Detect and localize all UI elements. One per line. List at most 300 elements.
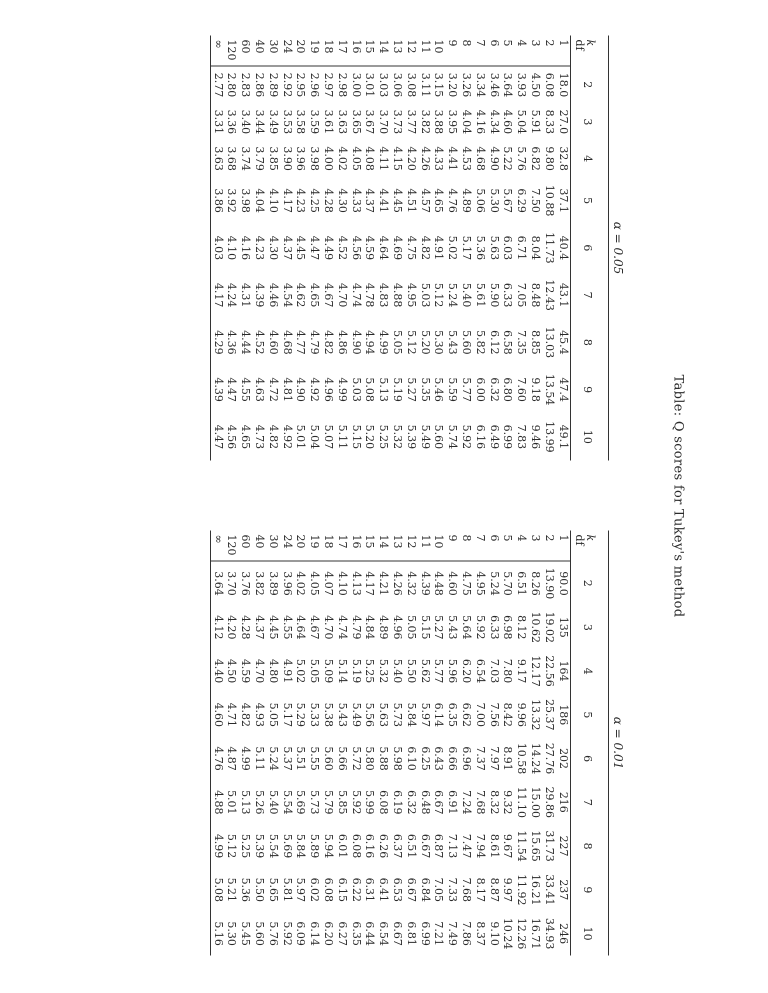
q-value-cell: 6.14 [308,921,322,946]
table-body [211,36,571,461]
df-label: 13 [391,36,405,67]
q-value-cell: 5.76 [266,921,280,946]
q-value-cell: 4.90 [349,330,363,355]
q-value-cell: 4.95 [404,282,418,308]
q-value-cell: 6.54 [473,658,487,684]
page-title: Table: Q scores for Tukey's method [670,374,686,618]
q-value-cell: 3.64 [501,72,515,98]
q-value-cell: 4.64 [294,615,308,640]
q-value-cell: 2.98 [335,72,349,98]
df-label: 5 [501,36,515,67]
q-value-cell: 4.70 [322,615,336,640]
q-value-cell: 3.77 [404,109,418,135]
table-row [556,36,570,461]
q-value-cell: 8.48 [529,282,543,308]
q-value-cell: 5.20 [418,330,432,355]
df-label: 16 [349,36,363,67]
q-value-cell: 4.21 [377,571,391,596]
q-value-cell: 5.04 [308,424,322,450]
q-value-cell: 4.68 [473,146,487,171]
q-value-cell: 4.81 [280,377,294,402]
df-label: 20 [294,531,308,562]
q-value-cell: 4.13 [349,571,363,596]
q-value-cell: 3.98 [239,188,253,213]
q-value-cell: 4.65 [308,282,322,308]
table-row [529,36,543,461]
q-value-cell: 4.12 [211,605,225,649]
q-value-cell: 18.0 [556,72,570,98]
q-value-cell: 47.4 [556,377,570,402]
table-row [363,36,377,461]
q-value-cell: 5.74 [446,424,460,450]
q-value-cell: 7.33 [446,877,460,903]
q-value-cell: 5.15 [418,615,432,640]
q-value-cell: 6.51 [404,833,418,859]
q-value-cell: 4.67 [308,615,322,640]
q-value-cell: 5.54 [266,833,280,859]
q-value-cell: 5.79 [322,790,336,815]
df-label: 19 [308,36,322,67]
q-value-cell: 5.37 [280,746,294,771]
q-value-cell: 3.40 [239,109,253,135]
q-value-cell: 5.70 [501,571,515,596]
q-value-cell: 2.86 [253,72,267,98]
q-value-cell: 5.17 [460,235,474,261]
alpha-label: α = 0.05 [611,221,625,275]
q-value-cell: 4.52 [335,235,349,261]
column-header: 3 [571,104,609,141]
q-value-cell: 5.92 [349,790,363,815]
k-header: k [585,36,609,67]
q-value-cell: 6.14 [432,702,446,728]
df-label: 17 [335,36,349,67]
q-value-cell: 4.59 [239,658,253,684]
q-value-cell: 4.28 [322,188,336,213]
table-row [542,531,556,956]
q-value-cell: 5.92 [280,921,294,946]
q-value-cell: 3.00 [349,72,363,98]
q-value-cell: 8.61 [487,833,501,859]
df-label: 15 [363,36,377,67]
q-value-cell: 5.03 [418,282,432,308]
q-value-cell: 37.1 [556,188,570,213]
q-score-table [210,36,609,461]
q-value-cell: 5.38 [322,702,336,728]
q-value-cell: 32.8 [556,146,570,171]
column-header: 6 [571,224,609,271]
q-value-cell: 8.85 [529,330,543,355]
q-value-cell: 4.37 [280,235,294,261]
df-label: 120 [225,531,239,562]
q-value-cell: 3.46 [487,72,501,98]
table-row [335,531,349,956]
column-header: 6 [571,737,609,781]
table-row [418,531,432,956]
q-value-cell: 5.59 [446,377,460,402]
q-value-cell: 5.19 [391,377,405,402]
q-value-cell: 5.01 [294,424,308,450]
q-value-cell: 5.89 [308,833,322,859]
df-label: 18 [322,531,336,562]
q-value-cell: 4.59 [363,235,377,261]
df-label: 12 [404,36,418,67]
q-value-cell: 12.43 [542,279,556,311]
table-row [253,36,267,461]
q-value-cell: 6.08 [322,877,336,903]
q-value-cell: 5.94 [322,833,336,859]
q-value-cell: 5.51 [294,746,308,771]
q-value-cell: 4.71 [225,702,239,728]
q-value-cell: 5.65 [266,877,280,903]
q-value-cell: 5.29 [294,702,308,728]
q-value-cell: 4.39 [211,366,225,413]
q-value-cell: 9.10 [487,921,501,946]
q-value-cell: 5.54 [280,790,294,815]
q-value-cell: 6.33 [487,615,501,640]
q-value-cell: 3.70 [225,571,239,596]
q-value-cell: 10.58 [515,742,529,775]
df-label: 18 [322,36,336,67]
q-value-cell: 6.71 [515,235,529,261]
q-value-cell: 4.16 [239,235,253,261]
q-value-cell: 5.43 [335,702,349,728]
q-value-cell: 3.82 [418,109,432,135]
q-value-cell: 5.32 [391,424,405,450]
table-row [211,531,225,956]
q-value-cell: 5.36 [239,877,253,903]
q-value-cell: 10.88 [542,184,556,217]
q-value-cell: 4.76 [446,188,460,213]
q-value-cell: 4.82 [418,235,432,261]
q-value-cell: 4.79 [349,615,363,640]
table-row [460,36,474,461]
q-value-cell: 3.79 [253,146,267,171]
q-value-cell: 34.93 [542,917,556,950]
q-value-cell: 5.24 [266,746,280,771]
table-row [446,531,460,956]
q-value-cell: 6.98 [501,615,515,640]
q-value-cell: 9.80 [542,146,556,171]
q-value-cell: 4.04 [460,109,474,135]
q-value-cell: 6.08 [542,72,556,98]
k-header: k [585,531,609,562]
q-value-cell: 31.73 [542,830,556,862]
q-value-cell: 4.40 [211,649,225,693]
q-value-cell: 9.17 [515,658,529,684]
q-value-cell: 4.51 [404,188,418,213]
alpha-label: α = 0.01 [611,716,625,770]
q-value-cell: 4.24 [225,282,239,308]
q-value-cell: 5.06 [473,188,487,213]
df-label: 7 [473,36,487,67]
q-value-cell: 4.63 [253,377,267,402]
q-value-cell: 3.63 [335,109,349,135]
q-value-cell: 4.75 [404,235,418,261]
q-value-cell: 5.99 [363,790,377,815]
q-value-cell: 5.40 [460,282,474,308]
q-value-cell: 2.97 [322,72,336,98]
table-row [391,36,405,461]
q-value-cell: 3.92 [225,188,239,213]
q-value-cell: 4.20 [404,146,418,171]
q-value-cell: 6.00 [473,377,487,402]
q-value-cell: 6.58 [501,330,515,355]
q-value-cell: 6.01 [335,833,349,859]
q-value-cell: 5.25 [377,424,391,450]
q-value-cell: 4.36 [225,330,239,355]
q-value-cell: 5.25 [363,658,377,684]
q-value-cell: 4.90 [294,377,308,402]
q-value-cell: 4.95 [473,571,487,596]
q-value-cell: 5.77 [460,377,474,402]
table-row [335,36,349,461]
q-value-cell: 5.64 [460,615,474,640]
df-label: 9 [446,531,460,562]
df-label: ∞ [211,531,225,562]
q-value-cell: 5.07 [322,424,336,450]
q-value-cell: 11.73 [542,232,556,264]
q-value-cell: 4.15 [391,146,405,171]
df-label: 24 [280,531,294,562]
table-row [404,531,418,956]
q-value-cell: 5.69 [280,833,294,859]
q-value-cell: 4.79 [308,330,322,355]
q-value-cell: 4.50 [225,658,239,684]
q-value-cell: 3.58 [294,109,308,135]
q-value-cell: 5.92 [460,424,474,450]
q-value-cell: 4.30 [266,235,280,261]
q-value-cell: 5.91 [529,109,543,135]
q-value-cell: 11.92 [515,874,529,906]
q-value-cell: 9.18 [529,377,543,402]
q-value-cell: 12.17 [529,655,543,687]
q-value-cell: 3.95 [446,109,460,135]
q-value-cell: 6.67 [404,877,418,903]
df-header: df [571,531,586,562]
q-value-cell: 4.39 [253,282,267,308]
q-value-cell: 5.45 [239,921,253,946]
df-label: 13 [391,531,405,562]
q-value-cell: 6.29 [515,188,529,213]
column-header: 4 [571,140,609,177]
table-row [556,531,570,956]
q-value-cell: 4.69 [391,235,405,261]
q-value-cell: 3.26 [460,72,474,98]
q-value-cell: 4.77 [294,330,308,355]
q-value-cell: 5.60 [460,330,474,355]
table-row [266,531,280,956]
q-value-cell: 13.32 [529,699,543,731]
q-value-cell: 33.41 [542,874,556,906]
column-header: 7 [571,780,609,824]
table-row [322,36,336,461]
q-value-cell: 6.91 [446,790,460,815]
q-value-cell: 4.99 [211,824,225,868]
q-value-cell: 27.0 [556,109,570,135]
q-value-cell: 6.12 [487,330,501,355]
column-header: 3 [571,605,609,649]
q-value-cell: 4.74 [349,282,363,308]
q-value-cell: 4.56 [225,424,239,450]
q-value-cell: 6.51 [515,571,529,596]
df-label: 12 [404,531,418,562]
q-value-cell: 6.80 [501,377,515,402]
q-value-cell: 5.82 [473,330,487,355]
q-value-cell: 4.45 [294,235,308,261]
q-value-cell: 7.47 [460,833,474,859]
q-value-cell: 25.37 [542,699,556,731]
q-value-cell: 3.90 [280,146,294,171]
q-value-cell: 6.35 [349,921,363,946]
q-value-cell: 3.36 [225,109,239,135]
q-value-cell: 6.44 [363,921,377,946]
q-value-cell: 5.09 [322,658,336,684]
q-value-cell: 3.74 [239,146,253,171]
q-value-cell: 4.89 [460,188,474,213]
q-value-cell: 4.50 [529,72,543,98]
q-value-cell: 4.73 [253,424,267,450]
q-value-cell: 5.30 [487,188,501,213]
df-label: 14 [377,531,391,562]
q-value-cell: 4.68 [280,330,294,355]
q-value-cell: 5.84 [404,702,418,728]
q-value-cell: 5.14 [335,658,349,684]
q-value-cell: 4.17 [211,272,225,319]
q-value-cell: 2.83 [239,72,253,98]
df-label: 9 [446,36,460,67]
q-value-cell: 3.44 [253,109,267,135]
q-value-cell: 6.16 [363,833,377,859]
q-value-cell: 4.60 [446,571,460,596]
q-value-cell: 5.66 [335,746,349,771]
q-value-cell: 5.27 [432,615,446,640]
q-value-cell: 4.49 [322,235,336,261]
df-label: 2 [542,36,556,67]
q-value-cell: 5.49 [418,424,432,450]
q-value-cell: 15.65 [529,830,543,862]
df-label: 2 [542,531,556,562]
q-value-cell: 4.78 [363,282,377,308]
df-label: 6 [487,36,501,67]
table-row [460,531,474,956]
q-value-cell: 202 [556,748,570,770]
column-header: 7 [571,272,609,319]
q-value-cell: 4.86 [335,330,349,355]
q-value-cell: 5.24 [446,282,460,308]
q-value-cell: 4.89 [377,615,391,640]
q-value-cell: 3.93 [515,72,529,98]
q-value-cell: 4.52 [253,330,267,355]
q-value-cell: 2.80 [225,72,239,98]
q-value-cell: 6.67 [418,833,432,859]
q-value-cell: 5.50 [404,658,418,684]
q-value-cell: 5.05 [308,658,322,684]
q-value-cell: 6.03 [501,235,515,261]
df-label: 11 [418,531,432,562]
table-row [239,531,253,956]
q-value-cell: 22.56 [542,655,556,687]
q-value-cell: 6.48 [418,790,432,815]
q-value-cell: 5.72 [349,746,363,771]
q-value-cell: 4.91 [280,658,294,684]
column-header: 2 [571,561,609,605]
table-row [349,531,363,956]
q-value-cell: 8.87 [487,877,501,903]
df-label: 5 [501,531,515,562]
q-value-cell: 6.22 [349,877,363,903]
q-value-cell: 45.4 [556,330,570,355]
table-row [418,36,432,461]
table-row [349,36,363,461]
q-value-cell: 3.01 [363,72,377,98]
q-value-cell: 5.63 [377,702,391,728]
q-value-cell: 4.16 [473,109,487,135]
q-value-cell: 11.54 [515,830,529,862]
q-value-cell: 5.69 [294,790,308,815]
q-value-cell: 4.34 [487,109,501,135]
q-value-cell: 5.40 [391,658,405,684]
q-value-cell: 5.05 [266,702,280,728]
table-row [529,531,543,956]
table-row [211,36,225,461]
q-value-cell: 3.11 [418,72,432,98]
q-value-cell: 6.43 [432,746,446,771]
q-value-cell: 4.94 [363,330,377,355]
q-value-cell: 4.41 [446,146,460,171]
q-value-cell: 4.41 [377,188,391,213]
q-value-cell: 4.93 [253,702,267,728]
q-value-cell: 4.99 [239,746,253,771]
q-value-cell: 5.85 [335,790,349,815]
table-row [473,531,487,956]
q-value-cell: 4.05 [308,571,322,596]
q-value-cell: 3.15 [432,72,446,98]
df-label: 1 [556,531,570,562]
q-value-cell: 6.66 [446,746,460,771]
q-value-cell: 5.73 [308,790,322,815]
q-value-cell: 3.03 [377,72,391,98]
q-value-cell: 5.17 [280,702,294,728]
q-value-cell: 7.68 [473,790,487,815]
q-value-cell: 5.80 [363,746,377,771]
q-value-cell: 4.90 [487,146,501,171]
q-value-cell: 3.70 [377,109,391,135]
q-value-cell: 4.99 [335,377,349,402]
table-row [377,531,391,956]
q-value-cell: 7.83 [515,424,529,450]
q-value-cell: 3.82 [253,571,267,596]
q-value-cell: 5.49 [349,702,363,728]
q-value-cell: 6.84 [418,877,432,903]
q-value-cell: 4.10 [335,571,349,596]
q-value-cell: 5.13 [239,790,253,815]
q-value-cell: 4.33 [349,188,363,213]
q-value-cell: 4.02 [335,146,349,171]
q-value-cell: 6.37 [391,833,405,859]
q-value-cell: 4.88 [211,780,225,824]
q-value-cell: 9.67 [501,833,515,859]
q-value-cell: 4.39 [418,571,432,596]
df-label: 15 [363,531,377,562]
table-row [542,36,556,461]
q-value-cell: 4.56 [349,235,363,261]
q-value-cell: 5.05 [404,615,418,640]
q-value-cell: 6.96 [460,746,474,771]
q-value-cell: 7.56 [487,702,501,728]
df-label: 30 [266,531,280,562]
q-value-cell: 7.50 [529,188,543,213]
q-value-cell: 4.82 [266,424,280,450]
